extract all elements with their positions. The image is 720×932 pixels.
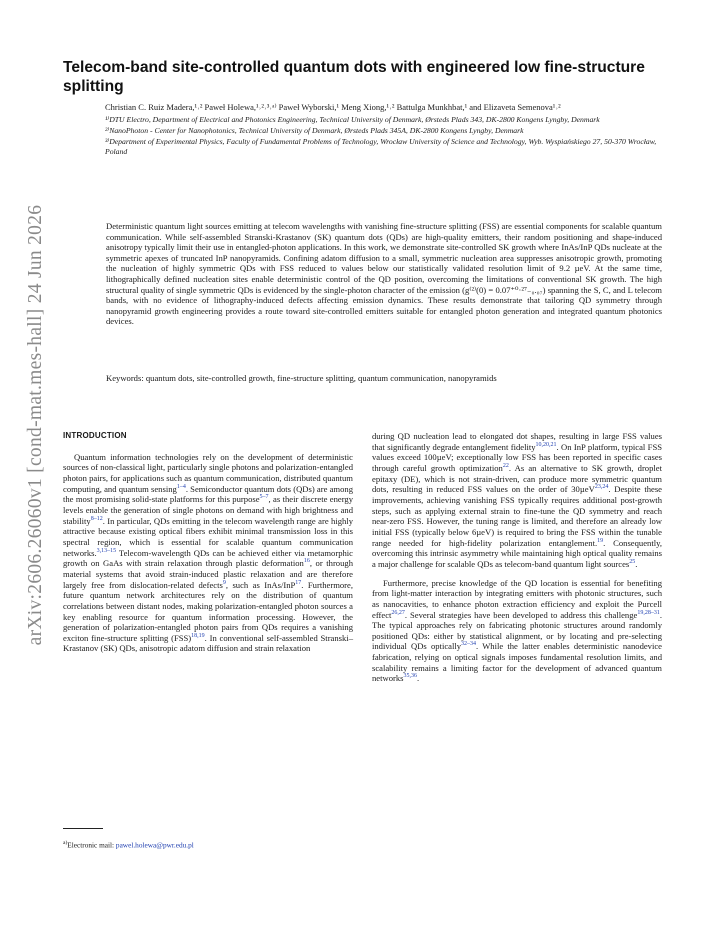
citation-link[interactable]: 8–12	[90, 515, 103, 522]
paragraph-text: . The typical approaches rely on fabricating photonic structures around randomly positioned QDs: either by statistical alignment, or by locating and pre-selecting individual QDs optically	[372, 609, 662, 652]
paragraph-text: . In conventional self-assembled Stranski–Krastanov (SK) QDs, anisotropic adatom diffusion and strain relaxation	[63, 632, 353, 654]
paragraph-text: . Despite these improvements, achieving vanishing FSS typically requires additional post-growth steps, such as applying external strain to fine-tune the QD symmetry and reach near-zero FSS. However, the tuning range is limited, and therefore an already low initial FSS (typically below 6µeV) is required to bring the FSS within the tunable range needed for high-fidelity polarization entanglement.	[372, 484, 662, 548]
paragraph-text: . Consequently, overcoming this intrinsic asymmetry while maintaining high optical quality remains a major challenge for scalable QDs as telecom-band quantum light sources	[372, 537, 662, 569]
paragraph-text: . In particular, QDs emitting in the telecom wavelength range are highly attractive because existing optical fibers exhibit minimal transmission loss in this spectral region, which is essential for scalable quantum communication networks.	[63, 515, 353, 558]
paragraph-text: Furthermore, precise knowledge of the QD location is essential for benefiting from light-matter interaction by integrating emitters with photonic structures, such as nanocavities, to enhance photon extraction efficiency and exploit the Purcell effect	[372, 577, 662, 620]
citation-link[interactable]: 9	[222, 579, 226, 586]
affiliation-2: ²⁾NanoPhoton - Center for Nanophotonics, Technical University of Denmark, Ørsteds Plads 345A, DK-2800 Kongens Lyngby, Denmark	[105, 125, 524, 135]
paragraph-text: . Semiconductor quantum dots (QDs) are among the most promising solid-state platforms for this purpose	[63, 483, 354, 505]
left-column	[63, 431, 353, 654]
citation-link[interactable]: 17	[295, 579, 302, 586]
author-list: Christian C. Ruiz Madera,¹˒² Paweł Holewa,¹˒²˒³˒ᵃ⁾ Paweł Wyborski,¹ Meng Xiong,¹˒² Battulga Munkhbat,¹ and Elizaveta Semenova¹˒²	[105, 102, 561, 112]
intro-paragraph-2	[372, 578, 662, 685]
abstract: Deterministic quantum light sources emitting at telecom wavelengths with vanishing fine-structure splitting (FSS) are essential components for scalable quantum communication. While self-assembled Stranski-Krastanov (SK) quantum dots (QDs) are high-quality emitters, their random positioning and shape-induced anisotropy typically limit their use in entangled-photon applications. In this work, we demonstrate site-controlled SK growth where InAs/InP QDs nucleate at the symmetric apexes of truncated InP nanopyramids. Confining adatom diffusion to a small, symmetric nucleation area suppresses anisotropic growth, promoting the nucleation of highly symmetric QDs with FSS reduced to values below our statistically validated resolution limit of 9.2 µeV. At the same time, lithographically defined nucleation sites enable deterministic control of the QD position, overcoming the limitations of conventional SK growth. The high structural quality of single symmetric QDs is evidenced by the single-photon character of the emission (g⁽²⁾(0) = 0.07⁺⁰·²⁷₋₀.₀₇) spanning the S, C, and L telecom bands, with no evidence of lithography-induced defects affecting emission dynamics. These results demonstrate that tailoring QD symmetry through nanopyramid growth engineering provides a route toward site-controlled emitters suitable for entangled photon generation and integrated quantum photonics devices.	[106, 221, 662, 327]
arxiv-identifier: arXiv:2606.26060v1 [cond-mat.mes-hall] 24 Jun 2026	[25, 204, 46, 646]
paragraph-text: , or through material systems that avoid strain-induced plastic relaxation and are therefore largely free from dislocation-related defects	[63, 558, 353, 590]
paper-header	[63, 58, 663, 156]
paragraph-text: . As an alternative to SK growth, droplet epitaxy (DE), which is not strain-driven, can produce more symmetric quantum dots, resulting in reduced FSS values on the order of 30µeV	[372, 462, 662, 495]
citation-link[interactable]: 22	[502, 463, 509, 470]
citation-link[interactable]: 5–7	[259, 494, 269, 501]
citation-link[interactable]: 10,20,21	[535, 441, 557, 448]
citation-link[interactable]: 19	[597, 537, 604, 544]
email-link[interactable]: pawel.holewa@pwr.edu.pl	[115, 840, 194, 850]
citation-link[interactable]: 25	[629, 559, 636, 566]
section-heading: INTRODUCTION	[63, 431, 127, 440]
paragraph-text: during QD nucleation lead to elongated dot shapes, resulting in large FSS values that significantly degrade entanglement fidelity	[372, 431, 662, 452]
citation-link[interactable]: 3,13–15	[96, 547, 117, 554]
citation-link[interactable]: 26,27	[391, 609, 405, 616]
intro-paragraph-1	[63, 452, 353, 654]
affiliation-3: ³⁾Department of Experimental Physics, Faculty of Fundamental Problems of Technology, Wrocław University of Science and Technology, Wyb. Wyspiańskiego 27, 50-370 Wrocław, Poland	[105, 137, 657, 156]
paragraph-text: .	[417, 673, 420, 684]
paragraph-text: .	[635, 558, 638, 569]
citation-link[interactable]: 18,19	[191, 632, 205, 639]
footnote	[63, 840, 363, 849]
affiliation-1: ¹⁾DTU Electro, Department of Electrical and Photonics Engineering, Technical University of Denmark, Ørsteds Plads 343, DK-2800 Kongens Lyngby, Denmark	[105, 114, 600, 124]
paragraph-text: Quantum information technologies rely on the development of deterministic sources of non-classical light, particularly single photons and polarization-entangled photon pairs, for applications such as quantum communication, distributed quantum computing, and quantum sensing	[63, 451, 353, 494]
paragraph-text: . Furthermore, future quantum network architectures rely on the distribution of quantum correlations between distant nodes, making polarization-entangled photon sources a key enabling resource for quantum information processing. However, the generation of polarization-entangled photon pairs from QDs requires a vanishing exciton fine-structure splitting (FSS)	[63, 579, 353, 643]
paragraph-text: . On InP platform, typical FSS values exceed 100µeV; exceptionally low FSS has been reported in specific cases through careful growth optimization	[372, 441, 663, 473]
citation-link[interactable]: 16	[303, 558, 310, 565]
paragraph-text: . Several strategies have been developed to address this challenge	[404, 609, 638, 620]
footnote-label: Electronic mail:	[67, 840, 116, 850]
footnote-divider	[63, 828, 103, 829]
footnote-mark: a)	[63, 840, 68, 846]
citation-link[interactable]: 19,28–31	[637, 609, 660, 616]
arxiv-sidebar-stamp	[16, 200, 56, 650]
citation-link[interactable]: 23,24	[594, 484, 609, 491]
right-column	[372, 431, 662, 684]
paper-title: Telecom-band site-controlled quantum dots with engineered low fine-structure splitting	[63, 59, 645, 95]
citation-link[interactable]: 35,36	[403, 673, 418, 680]
intro-paragraph-1-continued	[372, 431, 662, 570]
paragraph-text: Telecom-wavelength QDs can be achieved either via metamorphic growth on GaAs with strain relaxation through plastic deformation	[63, 547, 353, 569]
citation-link[interactable]: 32–34	[461, 641, 477, 648]
citation-link[interactable]: 1–4	[176, 483, 186, 490]
paragraph-text: , as their discrete energy levels enable the generation of single photons on demand with high brightness and stability	[63, 494, 353, 526]
paragraph-text: . While the latter enables deterministic nanodevice fabrication, relying on optical signals imposes fundamental resolution limits, and scalability remains a limiting factor for the development of advanced quantum networks	[372, 641, 662, 684]
paragraph-text: , such as InAs/InP	[225, 579, 296, 590]
keywords: Keywords: quantum dots, site-controlled growth, fine-structure splitting, quantum communication, nanopyramids	[106, 373, 497, 383]
